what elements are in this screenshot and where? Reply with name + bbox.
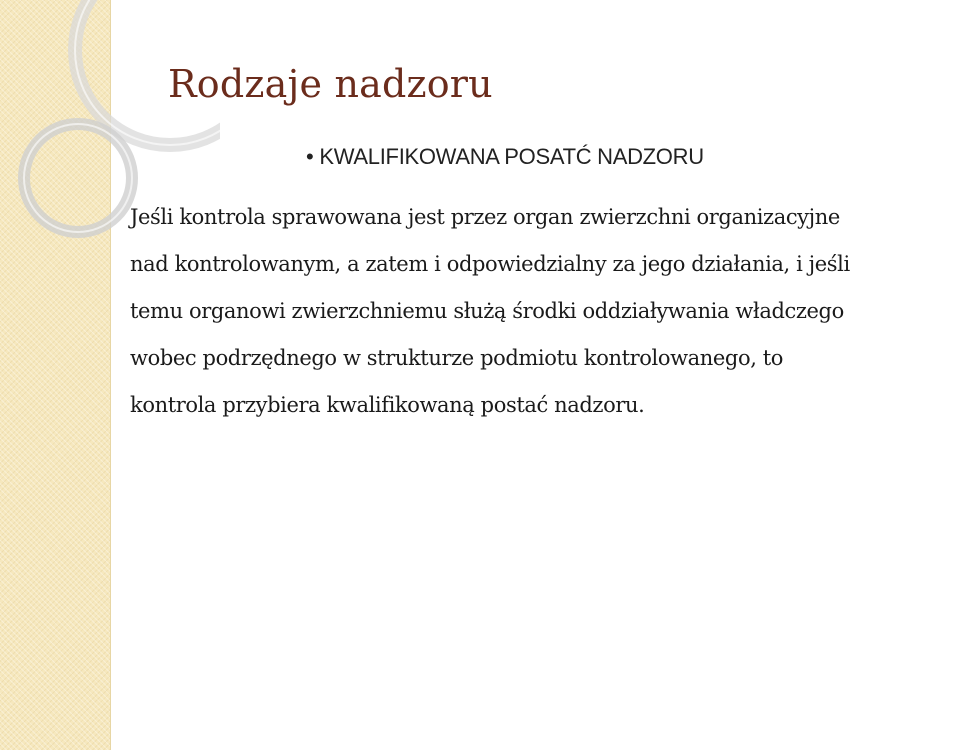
body-line: Jeśli kontrola sprawowana jest przez organ zwierzchni organizacyjne (130, 205, 840, 229)
bullet-heading (306, 144, 704, 170)
body-line: temu organowi zwierzchniemu służą środki oddziaływania władczego (130, 299, 844, 323)
body-line: nad kontrolowanym, a zatem i odpowiedzialny za jego działania, i jeśli (130, 252, 850, 276)
body-line: wobec podrzędnego w strukturze podmiotu kontrolowanego, to (130, 346, 784, 370)
body-paragraph (130, 194, 950, 429)
bullet-icon: • (306, 144, 314, 169)
body-line: kontrola przybiera kwalifikowaną postać nadzoru. (130, 393, 645, 417)
bullet-text: KWALIFIKOWANA POSATĆ NADZORU (319, 144, 704, 169)
slide-title: Rodzaje nadzoru (168, 62, 493, 106)
